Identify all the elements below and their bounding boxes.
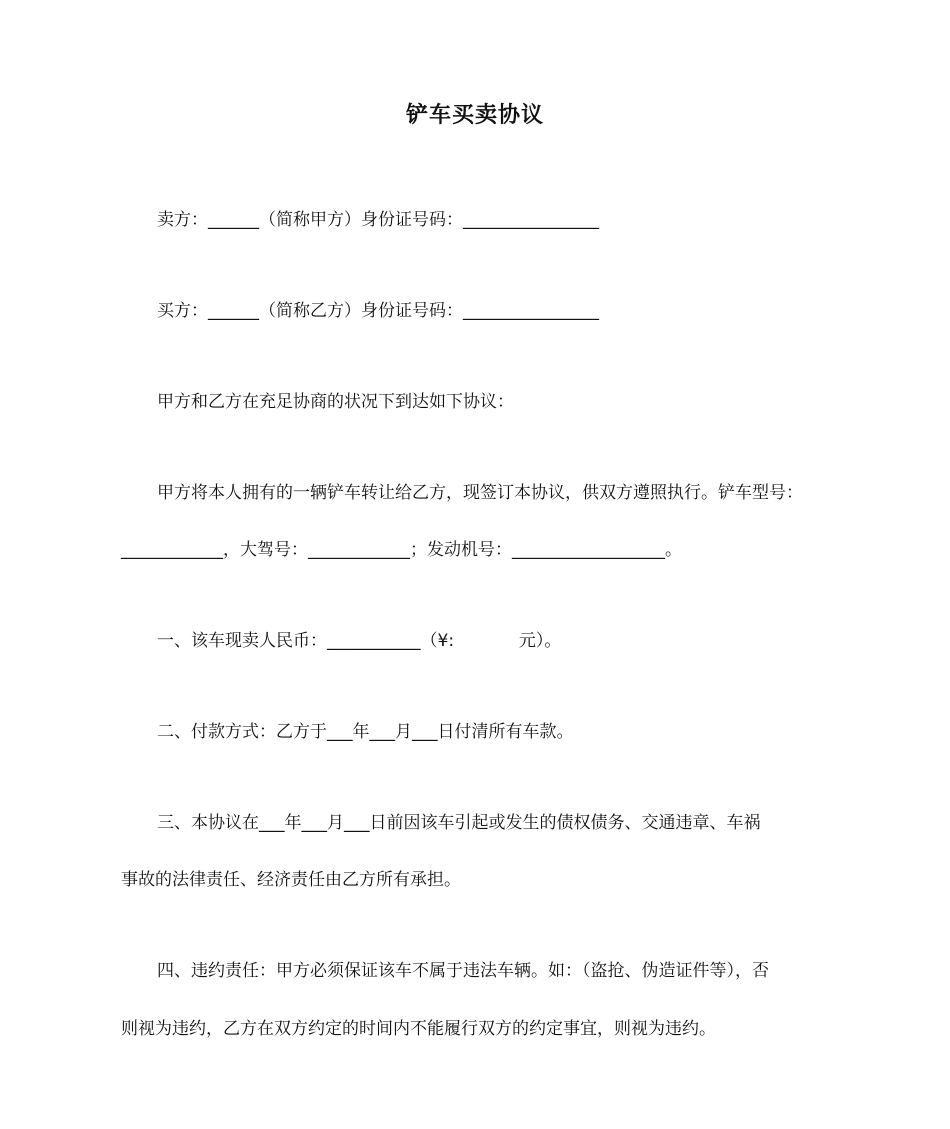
clause-2: 二、付款方式：乙方于___年___月___日付清所有车款。 bbox=[157, 722, 574, 742]
clause-4-line-1: 四、违约责任：甲方必须保证该车不属于违法车辆。如：（盗抢、伪造证件等），否 bbox=[157, 961, 769, 981]
seller-line: 卖方：______（简称甲方）身份证号码：________________ bbox=[157, 210, 599, 230]
clause-3-line-2: 事故的法律责任、经济责任由乙方所有承担。 bbox=[121, 870, 461, 890]
clause-3-line-1: 三、本协议在___年___月___日前因该车引起或发生的债权债务、交通违章、车祸 bbox=[157, 813, 761, 833]
clause-1: 一、该车现卖人民币：___________（¥: 元）。 bbox=[157, 631, 562, 651]
intro-paragraph: 甲方和乙方在充足协商的状况下到达如下协议： bbox=[157, 392, 514, 412]
buyer-line: 买方：______（简称乙方）身份证号码：________________ bbox=[157, 301, 599, 321]
clause-4-line-2: 则视为违约，乙方在双方约定的时间内不能履行双方的约定事宜，则视为违约。 bbox=[121, 1019, 716, 1039]
page-title: 铲车买卖协议 bbox=[405, 103, 544, 128]
transfer-paragraph-line-2: ____________，大驾号：____________；发动机号：__________________。 bbox=[121, 540, 682, 560]
transfer-paragraph-line-1: 甲方将本人拥有的一辆铲车转让给乙方，现签订本协议，供双方遵照执行。铲车型号： bbox=[157, 483, 803, 503]
